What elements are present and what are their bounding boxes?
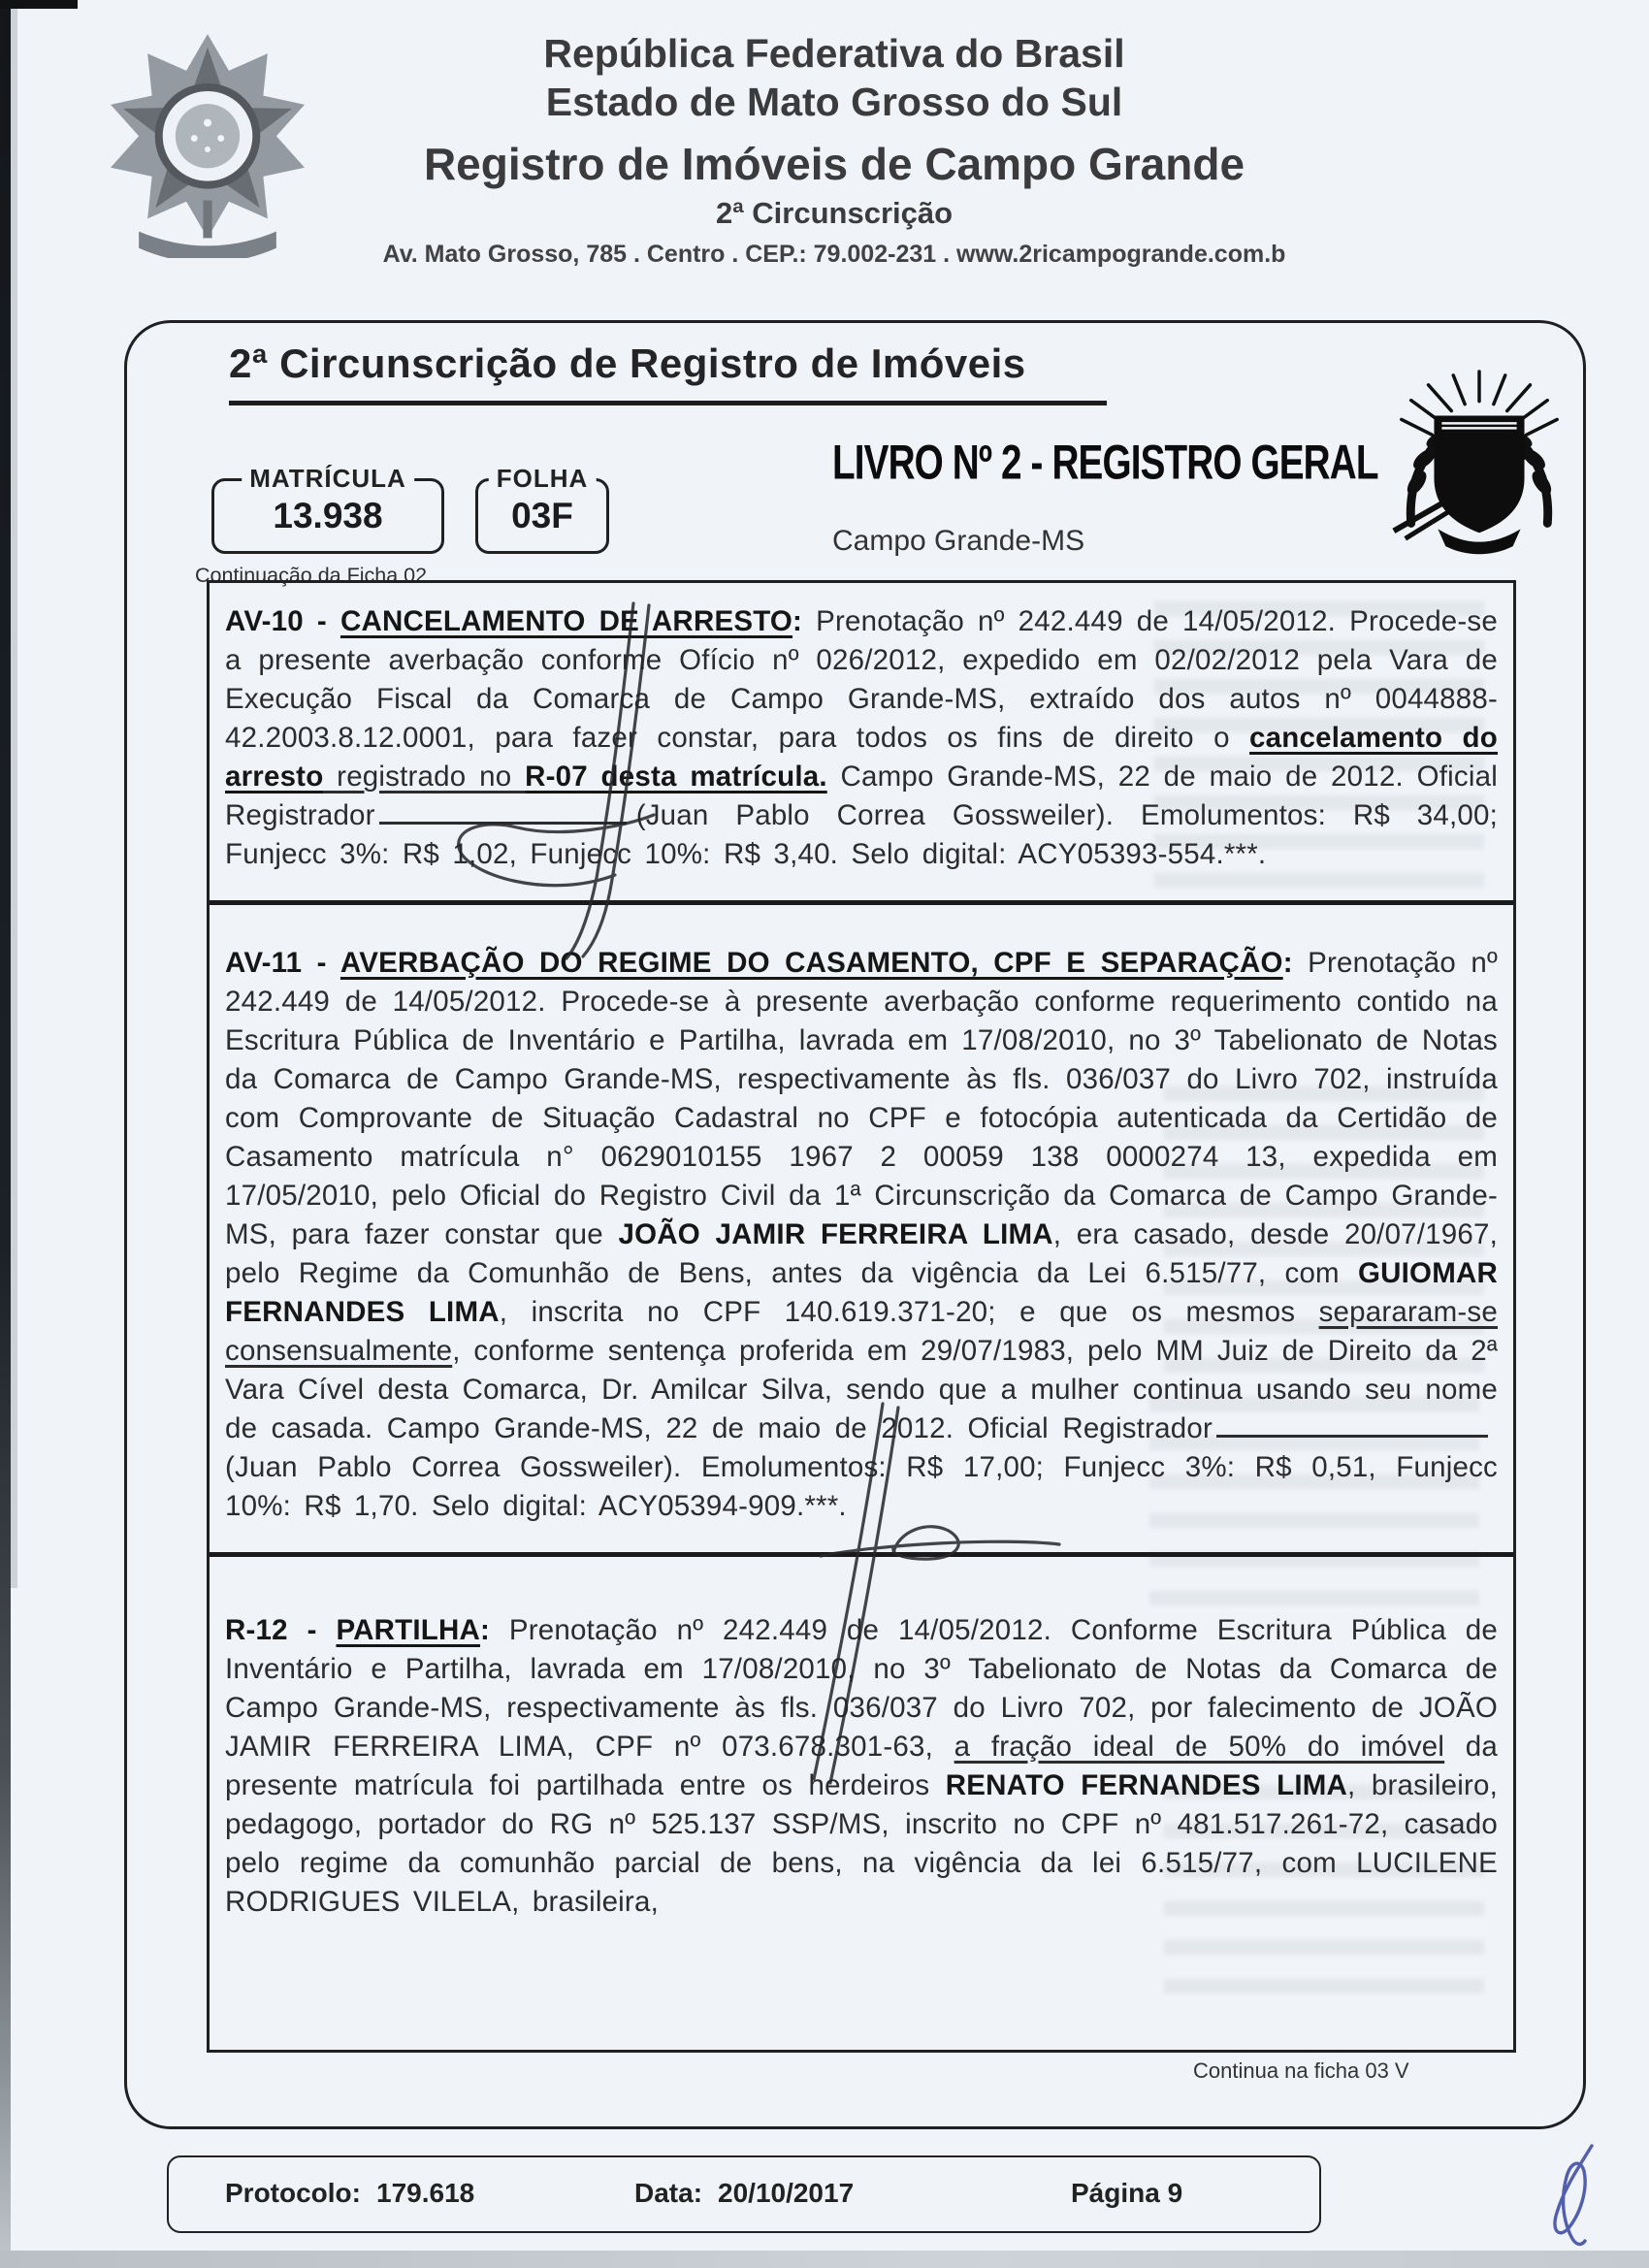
header-registry-name: Registro de Imóveis de Campo Grande [423, 139, 1245, 189]
text-segment: PARTILHA [336, 1614, 480, 1646]
matricula-value: 13.938 [273, 496, 383, 535]
footer-pagina: Página 9 [1071, 2178, 1183, 2208]
text-segment: (Juan Pablo Correa Gossweiler). Emolumentos: R$ 17,00; Funjecc 3%: R$ 0,51, Funjecc 10%: R$ 1,70. Selo digital: ACY05394-909.***. [225, 1451, 1498, 1522]
header-state-line: Estado de Mato Grosso do Sul [545, 80, 1123, 124]
text-segment: : [792, 605, 817, 637]
text-segment: : [480, 1614, 509, 1646]
entry-text [225, 602, 1498, 874]
livro-title-text: LIVRO Nº 2 - REGISTRO GERAL [832, 436, 1378, 490]
matricula-label: MATRÍCULA [242, 464, 414, 494]
matricula-fieldbox [211, 464, 444, 554]
text-segment: da presente matrícula foi partilhada entre os herdeiros [225, 1731, 1498, 1801]
folha-label: FOLHA [489, 464, 597, 494]
entry-text [225, 1611, 1498, 1922]
data-label: Data: [634, 2178, 703, 2208]
text-segment: AV-11 - [225, 947, 340, 979]
continuation-note: Continua na ficha 03 V [1193, 2058, 1409, 2083]
text-segment: separaram-se consensualmente [225, 1296, 1498, 1367]
scan-edge-artifact [0, 0, 78, 9]
folha-fieldbox [475, 464, 609, 554]
registry-card [124, 320, 1586, 2129]
folha-value: 03F [511, 496, 573, 535]
text-segment: AVERBAÇÃO DO REGIME DO CASAMENTO, CPF E SEPARAÇÃO [340, 947, 1283, 979]
text-segment: , inscrita no CPF 140.619.371-20; e que os mesmos [499, 1296, 1319, 1328]
text-segment: Prenotação nº 242.449 de 14/05/2012. Procede-se a presente averbação conforme Ofício nº 026/2012, expedido em 02/02/2012 pela Vara de Execução Fiscal da Comarca de Campo Grande-MS, extraído dos autos nº 0044888-42.2003.8.12.0001, para fazer constar, para todos os fins de direito o [225, 605, 1498, 754]
card-title-underline [229, 401, 1107, 405]
text-segment: , conforme sentença proferida em 29/07/1983, pelo MM Juiz de Direito da 2ª Vara Cível desta Comarca, Dr. Amilcar Silva, sendo que a mulher continua usando seu nome de casada. Campo Grande-MS, 22 de maio de 2012. Oficial Registrador [225, 1335, 1498, 1444]
footer-protocolo [225, 2157, 474, 2229]
text-segment: CANCELAMENTO DE ARRESTO [340, 605, 793, 637]
text-segment: Prenotação nº 242.449 de 14/05/2012. Procede-se à presente averbação conforme requerimento contido na Escritura Pública de Inventário e Partilha, lavrada em 17/08/2010, no 3º Tabelionato de Notas da Comarca de Campo Grande-MS, respectivamente às fls. 036/037 do Livro 702, instruída com Comprovante de Situação Cadastral no CPF e fotocópia autenticada da Certidão de Casamento matrícula n° 0629010155 1967 2 00059 138 0000274 13, expedida em 17/05/2010, pelo Oficial do Registro Civil da 1ª Circunscrição da Comarca de Campo Grande-MS, para fazer constar que [225, 947, 1498, 1250]
text-segment: , era casado, desde 20/07/1967, pelo Regime da Comunhão de Bens, antes da vigência da Lei 6.515/77, com [225, 1218, 1499, 1289]
text-segment: JOÃO JAMIR FERREIRA LIMA [618, 1218, 1053, 1250]
text-segment: RENATO FERNANDES LIMA [945, 1769, 1348, 1801]
text-segment: Prenotação nº 242.449 de 14/05/2012. Conforme Escritura Pública de Inventário e Partilha, lavrada em 17/08/2010, no 3º Tabelionato de Notas da Comarca de Campo Grande-MS, respectivamente às fls. 036/037 do Livro 702, por falecimento de JOÃO JAMIR FERREIRA LIMA, CPF nº 073.678.301-63, [225, 1614, 1499, 1763]
header-circunscricao: 2ª Circunscrição [715, 196, 954, 230]
blue-initials-signature [1555, 2146, 1592, 2244]
footer-data [634, 2157, 854, 2229]
header-address-line: Av. Mato Grosso, 785 . Centro . CEP.: 79.002-231 . www.2ricampogrande.com.b [382, 241, 1286, 268]
entry-text [225, 944, 1498, 1526]
signature-blank-line [379, 816, 627, 825]
scan-edge-artifact [0, 2251, 1649, 2268]
text-segment: , brasileiro, pedagogo, portador do RG nº 525.137 SSP/MS, inscrito no CPF nº 481.517.261-72, casado pelo regime da comunhão parcial de bens, na vigência da lei 6.515/77, com LUCILENE RODRIGUES VILELA, brasileira, [225, 1769, 1499, 1918]
municipal-seal-icon [1376, 368, 1582, 560]
entry-av-11 [210, 905, 1513, 1526]
header-country-line: República Federativa do Brasil [543, 31, 1125, 76]
livro-title [832, 436, 1452, 490]
entry-av-10 [210, 583, 1513, 874]
signature-blank-line [1216, 1429, 1488, 1438]
text-segment: R-07 desta matrícula. [525, 761, 827, 793]
continuation-ficha-note: Continuação da Ficha 02 [195, 564, 428, 587]
scan-edge-artifact [11, 0, 17, 1588]
text-segment: a fração ideal de 50% do imóvel [954, 1731, 1445, 1763]
entry-r-12 [210, 1557, 1513, 1922]
text-segment: (Juan Pablo Correa Gossweiler). Emolumentos: R$ 34,00; Funjecc 3%: R$ 1,02, Funjecc 10%: R$ 3,40. Selo digital: ACY05393-554.***. [225, 799, 1498, 870]
document-header [272, 29, 1397, 269]
text-segment: AV-10 - [225, 605, 340, 637]
data-value: 20/10/2017 [718, 2178, 855, 2208]
text-segment: GUIOMAR FERNANDES LIMA [225, 1257, 1498, 1328]
text-segment: Campo Grande-MS, 22 de maio de 2012. Oficial Registrador [225, 761, 1498, 831]
entries-container [207, 580, 1516, 2053]
text-segment: registrado no [323, 761, 526, 793]
scan-edge-artifact [0, 0, 11, 2268]
protocolo-label: Protocolo: [225, 2178, 361, 2208]
text-segment: : [1282, 947, 1309, 979]
footer-bar [167, 2155, 1321, 2233]
text-segment: cancelamento do arresto [225, 722, 1498, 793]
text-segment: R-12 - [225, 1614, 337, 1646]
card-title: 2ª Circunscrição de Registro de Imóveis [229, 340, 1026, 386]
protocolo-value: 179.618 [376, 2178, 475, 2208]
city-label: Campo Grande-MS [832, 525, 1085, 557]
